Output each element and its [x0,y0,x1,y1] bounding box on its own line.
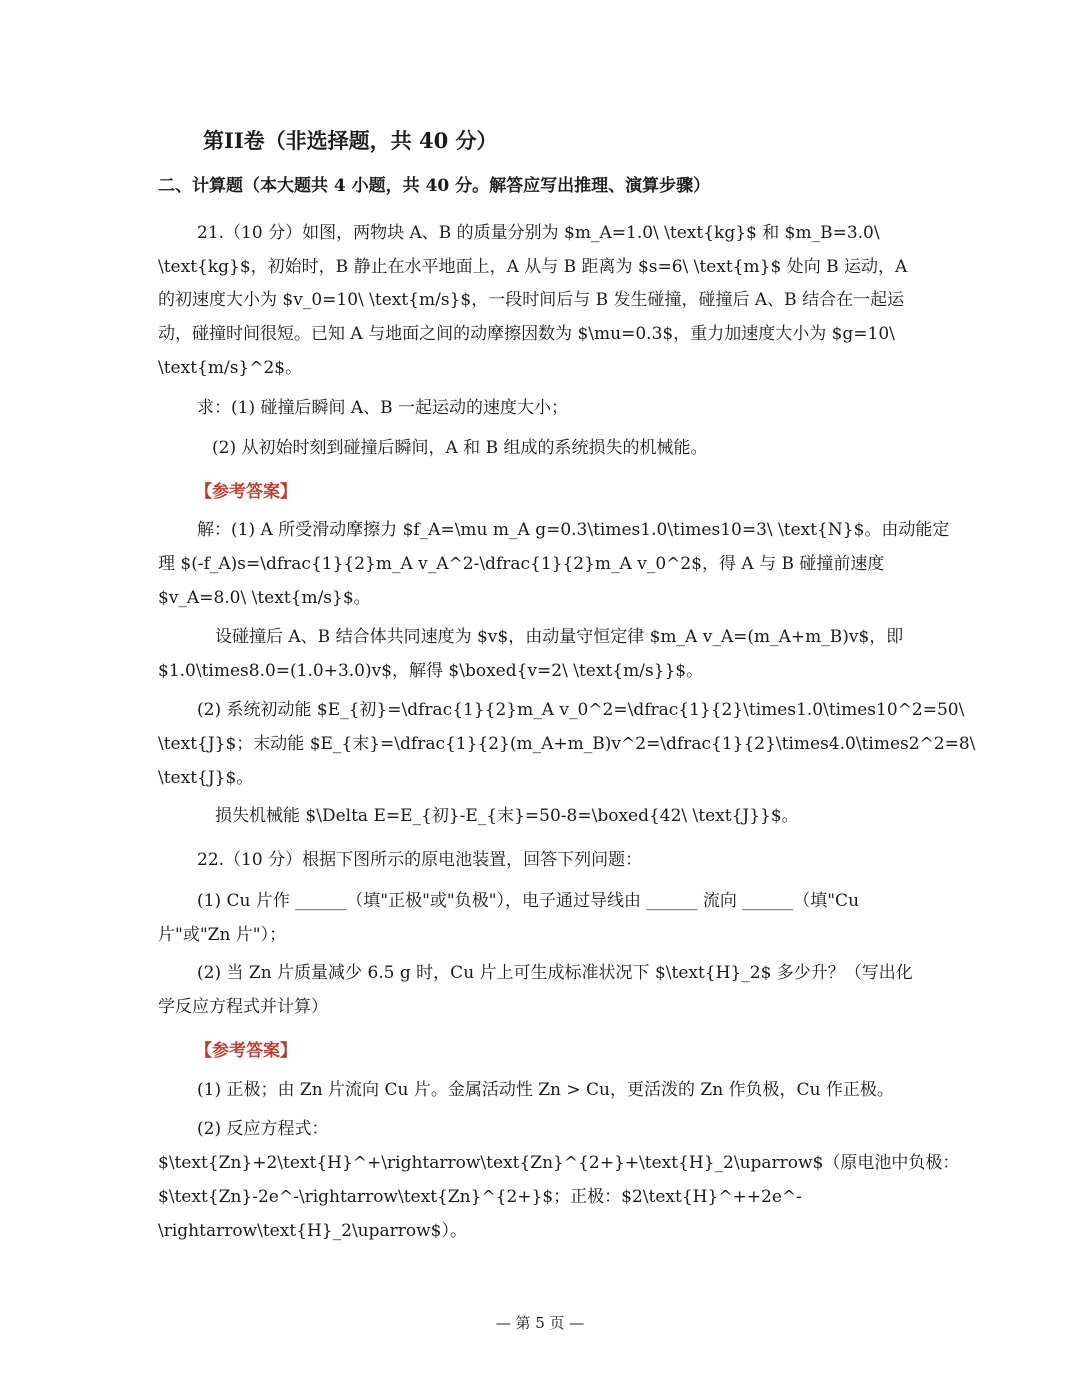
section-heading: 二、计算题（本大题共 4 小题，共 40 分。解答应写出推理、演算步骤） [158,176,711,196]
q21-line-4: 动，碰撞时间很短。已知 A 与地面之间的动摩擦因数为 $\mu=0.3$，重力加速度大小为 $g=10\ [158,324,895,344]
a21-line-6: (2) 系统初动能 $E_{初}=\dfrac{1}{2}m_A v_0^2=\dfrac{1}{2}\times1.0\times10^2=50\ [197,700,965,720]
q22-line-1: 22.（10 分）根据下图所示的原电池装置，回答下列问题： [197,850,643,870]
a21-line-3: $v_A=8.0\ \text{m/s}$。 [158,588,371,608]
answer-label-21: 【参考答案】 [195,482,297,502]
volume-title: 第II卷（非选择题，共 40 分） [203,128,498,153]
q22-line-3: 片"或"Zn 片"）； [158,925,287,945]
a21-line-7: \text{J}$；末动能 $E_{末}=\dfrac{1}{2}(m_A+m_B)v^2=\dfrac{1}{2}\times4.0\times2^2=8\ [158,734,976,754]
q21-ask-2: (2) 从初始时刻到碰撞后瞬间，A 和 B 组成的系统损失的机械能。 [212,438,708,458]
q22-line-5: 学反应方程式并计算） [158,997,328,1017]
a22-line-3: $\text{Zn}+2\text{H}^+\rightarrow\text{Zn}^{2+}+\text{H}_2\uparrow$（原电池中负极： [158,1153,960,1173]
q22-line-2: (1) Cu 片作 ______（填"正极"或"负极"），电子通过导线由 ______ 流向 ______（填"Cu [197,891,860,911]
page-footer: — 第 5 页 — [495,1314,585,1332]
a21-line-2: 理 $(-f_A)s=\dfrac{1}{2}m_A v_A^2-\dfrac{1}{2}m_A v_0^2$，得 A 与 B 碰撞前速度 [158,554,885,574]
q21-line-3: 的初速度大小为 $v_0=10\ \text{m/s}$，一段时间后与 B 发生碰撞，碰撞后 A、B 结合在一起运 [158,290,905,310]
a22-line-5: \rightarrow\text{H}_2\uparrow$）。 [158,1221,467,1241]
a21-line-5: $1.0\times8.0=(1.0+3.0)v$，解得 $\boxed{v=2\ \text{m/s}}$。 [158,661,704,681]
a22-line-2: (2) 反应方程式： [197,1119,329,1139]
q21-line-1: 21.（10 分）如图，两物块 A、B 的质量分别为 $m_A=1.0\ \text{kg}$ 和 $m_B=3.0\ [197,223,880,243]
a21-line-9: 损失机械能 $\Delta E=E_{初}-E_{末}=50-8=\boxed{42\ \text{J}}$。 [215,806,799,826]
a21-line-4: 设碰撞后 A、B 结合体共同速度为 $v$，由动量守恒定律 $m_A v_A=(m_A+m_B)v$，即 [215,627,904,647]
a21-line-1: 解：(1) A 所受滑动摩擦力 $f_A=\mu m_A g=0.3\times1.0\times10=3\ \text{N}$。由动能定 [197,520,950,540]
a22-line-4: $\text{Zn}-2e^-\rightarrow\text{Zn}^{2+}$；正极：$2\text{H}^++2e^- [158,1187,802,1207]
q21-line-2: \text{kg}$，初始时，B 静止在水平地面上，A 从与 B 距离为 $s=6\ \text{m}$ 处向 B 运动，A [158,257,908,277]
q22-line-4: (2) 当 Zn 片质量减少 6.5 g 时，Cu 片上可生成标准状况下 $\text{H}_2$ 多少升？（写出化 [197,963,913,983]
q21-line-5: \text{m/s}^2$。 [158,358,303,378]
a22-line-1: (1) 正极；由 Zn 片流向 Cu 片。金属活动性 Zn > Cu，更活泼的 Zn 作负极，Cu 作正极。 [197,1080,894,1100]
answer-label-22: 【参考答案】 [195,1041,297,1061]
a21-line-8: \text{J}$。 [158,768,254,788]
q21-ask-1: 求：(1) 碰撞后瞬间 A、B 一起运动的速度大小； [197,398,569,418]
